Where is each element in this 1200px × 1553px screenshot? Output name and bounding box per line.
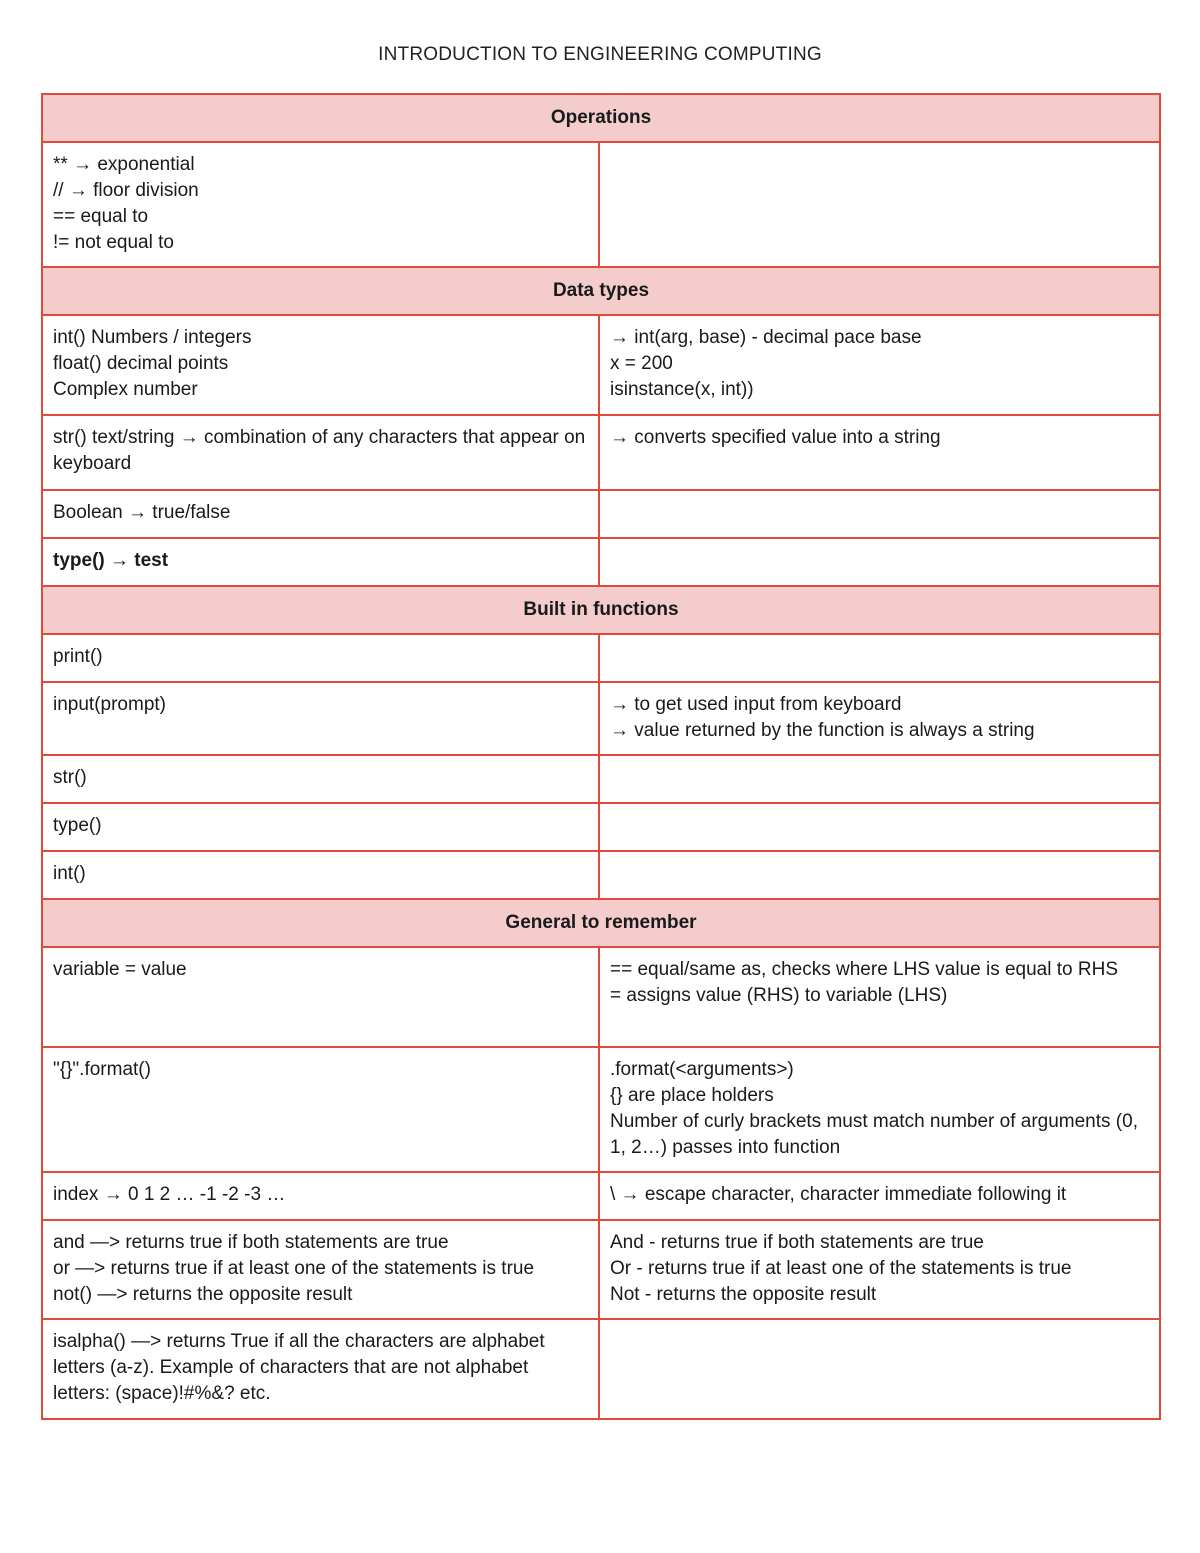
data-types-left-cell (42, 538, 599, 586)
data-types-right-cell (599, 315, 1160, 415)
operations-left-cell (42, 142, 599, 267)
general-right-cell (599, 1172, 1160, 1220)
section-header-row (42, 899, 1160, 947)
section-header-row (42, 586, 1160, 634)
built-in-left-cell (42, 851, 599, 899)
cell-line: Or - returns true if at least one of the statements is true (610, 1258, 1072, 1279)
table-row (42, 1172, 1160, 1220)
built-in-right-cell (599, 803, 1160, 851)
cell-line: type() → test (53, 550, 169, 571)
cell-line: ** → exponential (53, 154, 195, 175)
general-left-cell (42, 1220, 599, 1319)
cell-line: → int(arg, base) - decimal pace base (610, 327, 922, 348)
table-row (42, 1220, 1160, 1319)
table-row (42, 755, 1160, 803)
general-left-cell (42, 1047, 599, 1172)
table-row (42, 142, 1160, 267)
notes-table (41, 93, 1161, 1420)
table-row (42, 1319, 1160, 1419)
cell-line: print() (53, 646, 103, 667)
cell-line: Not - returns the opposite result (610, 1284, 877, 1305)
cell-line: float() decimal points (53, 353, 229, 374)
cell-line: == equal to (53, 206, 149, 227)
section-header-row (42, 267, 1160, 315)
data-types-left-cell (42, 415, 599, 490)
table-row (42, 315, 1160, 415)
built-in-left-cell (42, 682, 599, 755)
built-in-left-cell (42, 634, 599, 682)
cell-line: // → floor division (53, 180, 199, 201)
cell-line: Boolean → true/false (53, 502, 231, 523)
cell-line: or —> returns true if at least one of the statements is true (53, 1258, 535, 1279)
cell-line: and —> returns true if both statements are true (53, 1232, 449, 1253)
cell-line: input(prompt) (53, 694, 166, 715)
cell-line: variable = value (53, 959, 187, 980)
built-in-right-cell (599, 851, 1160, 899)
cell-line: {} are place holders (610, 1085, 774, 1106)
general-right-cell (599, 1319, 1160, 1419)
operations-header: Operations (42, 94, 1160, 142)
cell-line: \ → escape character, character immediate following it (610, 1184, 1067, 1205)
table-row (42, 634, 1160, 682)
cell-line: And - returns true if both statements are true (610, 1232, 984, 1253)
cell-line: str() (53, 767, 87, 788)
cell-line: .format(<arguments>) (610, 1059, 794, 1080)
cell-line: x = 200 (610, 353, 673, 374)
cell-line: → value returned by the function is always a string (610, 720, 1035, 741)
table-row (42, 490, 1160, 538)
table-row (42, 947, 1160, 1047)
cell-line: int() (53, 863, 86, 884)
general-right-cell (599, 1220, 1160, 1319)
table-row (42, 538, 1160, 586)
general-right-cell (599, 947, 1160, 1047)
table-row (42, 1047, 1160, 1172)
general-header: General to remember (42, 899, 1160, 947)
table-row (42, 682, 1160, 755)
table-row (42, 851, 1160, 899)
general-right-cell (599, 1047, 1160, 1172)
cell-line: "{}".format() (53, 1059, 151, 1080)
built-in-right-cell (599, 682, 1160, 755)
operations-right-cell (599, 142, 1160, 267)
cell-line: type() (53, 815, 102, 836)
table-row (42, 803, 1160, 851)
built-in-right-cell (599, 634, 1160, 682)
cell-line: not() —> returns the opposite result (53, 1284, 353, 1305)
cell-line: → converts specified value into a string (610, 427, 941, 448)
built-in-left-cell (42, 755, 599, 803)
general-left-cell (42, 1172, 599, 1220)
cell-line: → to get used input from keyboard (610, 694, 902, 715)
cell-line: index → 0 1 2 … -1 -2 -3 … (53, 1184, 286, 1205)
data-types-right-cell (599, 538, 1160, 586)
data-types-left-cell (42, 490, 599, 538)
cell-line: Number of curly brackets must match number of arguments (0, 1, 2…) passes into function (610, 1111, 1144, 1158)
built-in-right-cell (599, 755, 1160, 803)
general-left-cell (42, 947, 599, 1047)
cell-line: != not equal to (53, 232, 174, 253)
cell-line: str() text/string → combination of any characters that appear on keyboard (53, 427, 591, 474)
data-types-header: Data types (42, 267, 1160, 315)
built-in-left-cell (42, 803, 599, 851)
data-types-right-cell (599, 490, 1160, 538)
cell-line: int() Numbers / integers (53, 327, 252, 348)
document-title: INTRODUCTION TO ENGINEERING COMPUTING (378, 44, 822, 65)
table-row (42, 415, 1160, 490)
section-header-row (42, 94, 1160, 142)
cell-line: isinstance(x, int)) (610, 379, 754, 400)
cell-line: isalpha() —> returns True if all the characters are alphabet letters (a-z). Example of characters that are not alphabet letters: (space)!#%&? etc. (53, 1331, 550, 1404)
general-left-cell (42, 1319, 599, 1419)
cell-line: Complex number (53, 379, 198, 400)
cell-line: = assigns value (RHS) to variable (LHS) (610, 985, 948, 1006)
cell-line: == equal/same as, checks where LHS value is equal to RHS (610, 959, 1118, 980)
data-types-right-cell (599, 415, 1160, 490)
built-in-functions-header: Built in functions (42, 586, 1160, 634)
data-types-left-cell (42, 315, 599, 415)
